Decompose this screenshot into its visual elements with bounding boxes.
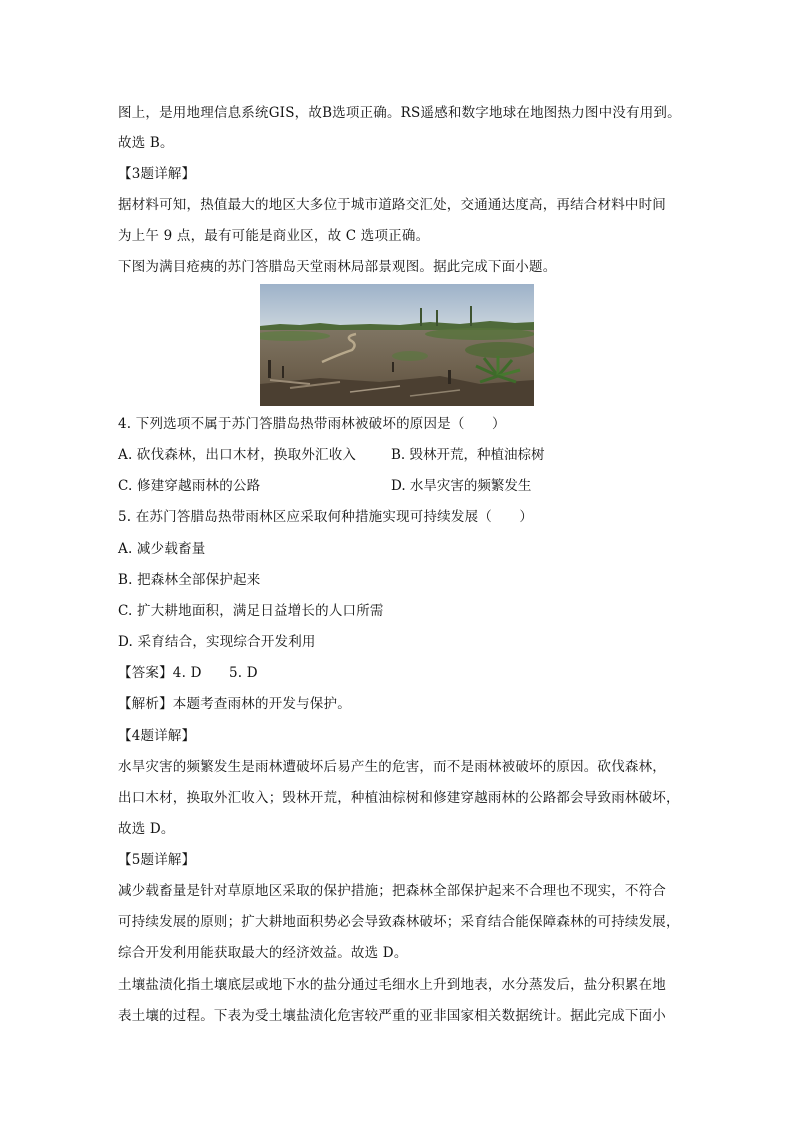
- analysis-line: 【解析】本题考查雨林的开发与保护。: [118, 696, 351, 712]
- option-4d: D. 水旱灾害的频繁发生: [391, 478, 532, 494]
- paragraph-line: 可持续发展的原则；扩大耕地面积势必会导致森林破坏；采育结合能保障森林的可持续发展，: [118, 914, 680, 930]
- paragraph-line: 为上午 9 点，最有可能是商业区，故 C 选项正确。: [118, 228, 430, 244]
- option-5d: D. 采育结合，实现综合开发利用: [118, 634, 316, 650]
- paragraph-line: 出口木材，换取外汇收入；毁林开荒，种植油棕树和修建穿越雨林的公路都会导致雨林破坏，: [118, 790, 680, 806]
- paragraph-line: 水旱灾害的频繁发生是雨林遭破坏后易产生的危害，而不是雨林被破坏的原因。砍伐森林，: [118, 759, 666, 775]
- paragraph-line: 土壤盐渍化指土壤底层或地下水的盐分通过毛细水上升到地表，水分蒸发后，盐分积累在地: [118, 977, 666, 993]
- option-4c: C. 修建穿越雨林的公路: [118, 478, 261, 494]
- paragraph-line: 下图为满目疮痍的苏门答腊岛天堂雨林局部景观图。据此完成下面小题。: [118, 259, 557, 275]
- option-5a: A. 减少载畜量: [118, 541, 206, 557]
- answer-line: 【答案】4. D 5. D: [118, 665, 258, 681]
- paragraph-line: 故选 B。: [118, 135, 174, 151]
- paragraph-line: 综合开发利用能获取最大的经济效益。故选 D。: [118, 945, 408, 961]
- section-heading: 【5题详解】: [118, 852, 196, 868]
- rainforest-photo: [260, 284, 534, 406]
- paragraph-line: 减少载畜量是针对草原地区采取的保护措施；把森林全部保护起来不合理也不现实，不符合: [118, 883, 666, 899]
- paragraph-line: 据材料可知，热值最大的地区大多位于城市道路交汇处，交通通达度高，再结合材料中时间: [118, 197, 666, 213]
- paragraph-line: 表土壤的过程。下表为受土壤盐渍化危害较严重的亚非国家相关数据统计。据此完成下面小: [118, 1008, 666, 1024]
- question-4: 4. 下列选项不属于苏门答腊岛热带雨林被破坏的原因是（ ）: [118, 416, 506, 432]
- option-5c: C. 扩大耕地面积，满足日益增长的人口所需: [118, 603, 384, 619]
- section-heading: 【4题详解】: [118, 728, 196, 744]
- paragraph-line: 故选 D。: [118, 821, 175, 837]
- section-heading: 【3题详解】: [118, 166, 196, 182]
- paragraph-line: 图上，是用地理信息系统GIS，故B选项正确。RS遥感和数字地球在地图热力图中没有用到。: [118, 105, 681, 121]
- option-5b: B. 把森林全部保护起来: [118, 572, 261, 588]
- option-4a: A. 砍伐森林，出口木材，换取外汇收入: [118, 447, 357, 463]
- question-5: 5. 在苏门答腊岛热带雨林区应采取何种措施实现可持续发展（ ）: [118, 509, 534, 525]
- option-4b: B. 毁林开荒，种植油棕树: [391, 447, 545, 463]
